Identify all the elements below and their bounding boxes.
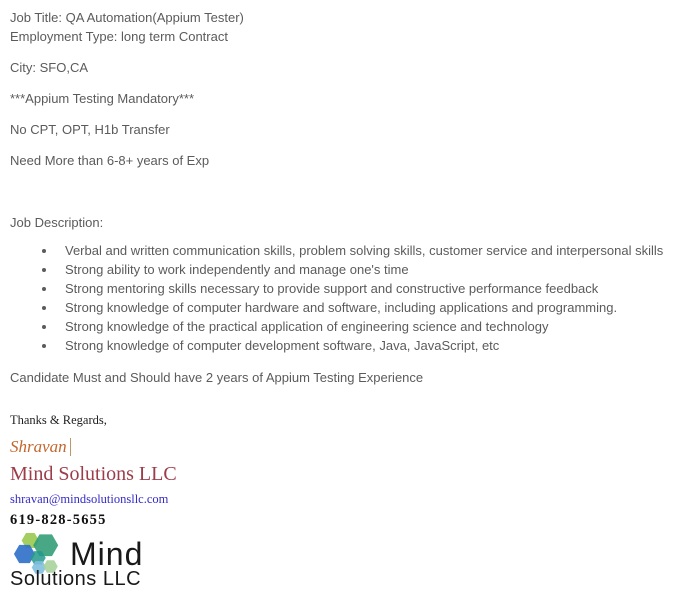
mandatory-line: ***Appium Testing Mandatory*** bbox=[10, 91, 195, 106]
signature-phone: 619-828-5655 bbox=[10, 512, 107, 528]
requirement-item: • Strong mentoring skills necessary to provide support and constructive performance feedback bbox=[57, 279, 668, 298]
signature-company: Mind Solutions LLC bbox=[10, 463, 177, 485]
closing-line: Candidate Must and Should have 2 years of Appium Testing Experience bbox=[10, 370, 424, 385]
experience-line: Need More than 6-8+ years of Exp bbox=[10, 153, 210, 168]
email-link[interactable]: shravan@mindsolutionsllc.com bbox=[10, 492, 169, 506]
requirement-item: • Verbal and written communication skills, problem solving skills, customer service and interpersonal skills bbox=[57, 241, 668, 260]
job-description-heading: Job Description: bbox=[10, 215, 104, 230]
requirement-item: • Strong knowledge of computer development software, Java, JavaScript, etc bbox=[57, 336, 668, 355]
signature-name-text: Shravan bbox=[10, 437, 67, 456]
employment-type-line: Employment Type: long term Contract bbox=[10, 29, 228, 44]
city-line: City: SFO,CA bbox=[10, 60, 89, 75]
text-cursor bbox=[70, 438, 71, 456]
signature-block bbox=[10, 413, 668, 590]
visa-line: No CPT, OPT, H1b Transfer bbox=[10, 122, 170, 137]
requirement-item: • Strong ability to work independently and manage one's time bbox=[57, 260, 668, 279]
requirement-item: • Strong knowledge of the practical application of engineering science and technology bbox=[57, 317, 668, 336]
signature-email-line bbox=[10, 491, 668, 507]
signature-name bbox=[10, 436, 668, 457]
requirements-list bbox=[10, 241, 668, 355]
logo-word-mind: Mind bbox=[70, 536, 144, 572]
company-logo bbox=[10, 530, 160, 590]
signature-regards: Thanks & Regards, bbox=[10, 413, 107, 427]
logo-word-solutions: Solutions LLC bbox=[10, 568, 142, 590]
job-title-line: Job Title: QA Automation(Appium Tester) bbox=[10, 10, 244, 25]
requirement-item: • Strong knowledge of computer hardware and software, including applications and programming. bbox=[57, 298, 668, 317]
